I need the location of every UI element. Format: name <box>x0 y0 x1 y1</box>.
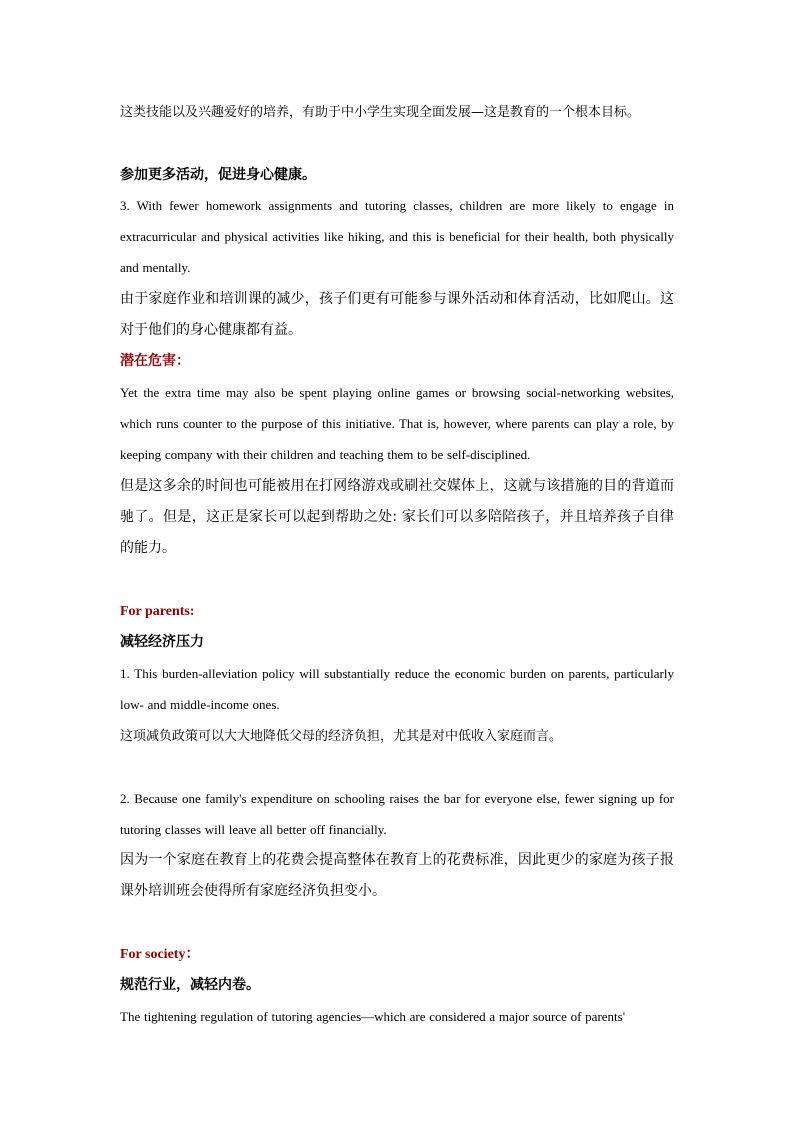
paragraph-2-zh: 因为一个家庭在教育上的花费会提高整体在教育上的花费标准，因此更少的家庭为孩子报课外培训班会使得所有家庭经济负担变小。 <box>120 852 674 899</box>
paragraph-risk-zh: 但是这多余的时间也可能被用在打网络游戏或刷社交媒体上，这就与该措施的目的背道而驰了。但是，这正是家长可以起到帮助之处: 家长们可以多陪陪孩子，并且培养孩子自律的能力。 <box>120 478 674 556</box>
paragraph-3-zh: 由于家庭作业和培训课的减少，孩子们更有可能参与课外活动和体育活动，比如爬山。这对于他们的身心健康都有益。 <box>120 291 674 338</box>
paragraph-risk-en: Yet the extra time may also be spent playing online games or browsing social-networking websites, which runs counter to the purpose of this initiative. That is, however, where parents can play a role, by keeping company with their children and teaching them to be self-disciplined. <box>120 385 674 462</box>
heading-regulate-industry: 规范行业，减轻内卷。 <box>120 977 260 993</box>
paragraph-society-en: The tightening regulation of tutoring agencies—which are considered a major source of parents' <box>120 1009 626 1024</box>
paragraph-1-en: 1. This burden-alleviation policy will substantially reduce the economic burden on parents, particularly low- and middle-income ones. <box>120 666 674 712</box>
paragraph-skills-zh: 这类技能以及兴趣爱好的培养，有助于中小学生实现全面发展—这是教育的一个根本目标。 <box>120 105 641 120</box>
paragraph-1-zh: 这项减负政策可以大大地降低父母的经济负担，尤其是对中低收入家庭而言。 <box>120 729 563 744</box>
paragraph-3-en: 3. With fewer homework assignments and tutoring classes, children are more likely to engage in extracurricular and physical activities like hiking, and this is beneficial for their health, both physically and mentally. <box>120 198 674 275</box>
paragraph-2-en: 2. Because one family's expenditure on schooling raises the bar for everyone else, fewer signing up for tutoring classes will leave all better off financially. <box>120 791 674 837</box>
heading-for-society: For society： <box>120 947 200 962</box>
heading-reduce-economic-pressure: 减轻经济压力 <box>120 634 204 650</box>
heading-for-parents: For parents: <box>120 604 195 619</box>
document-page <box>120 0 674 1123</box>
heading-activities: 参加更多活动，促进身心健康。 <box>120 167 316 183</box>
heading-potential-harm: 潜在危害： <box>120 353 190 369</box>
